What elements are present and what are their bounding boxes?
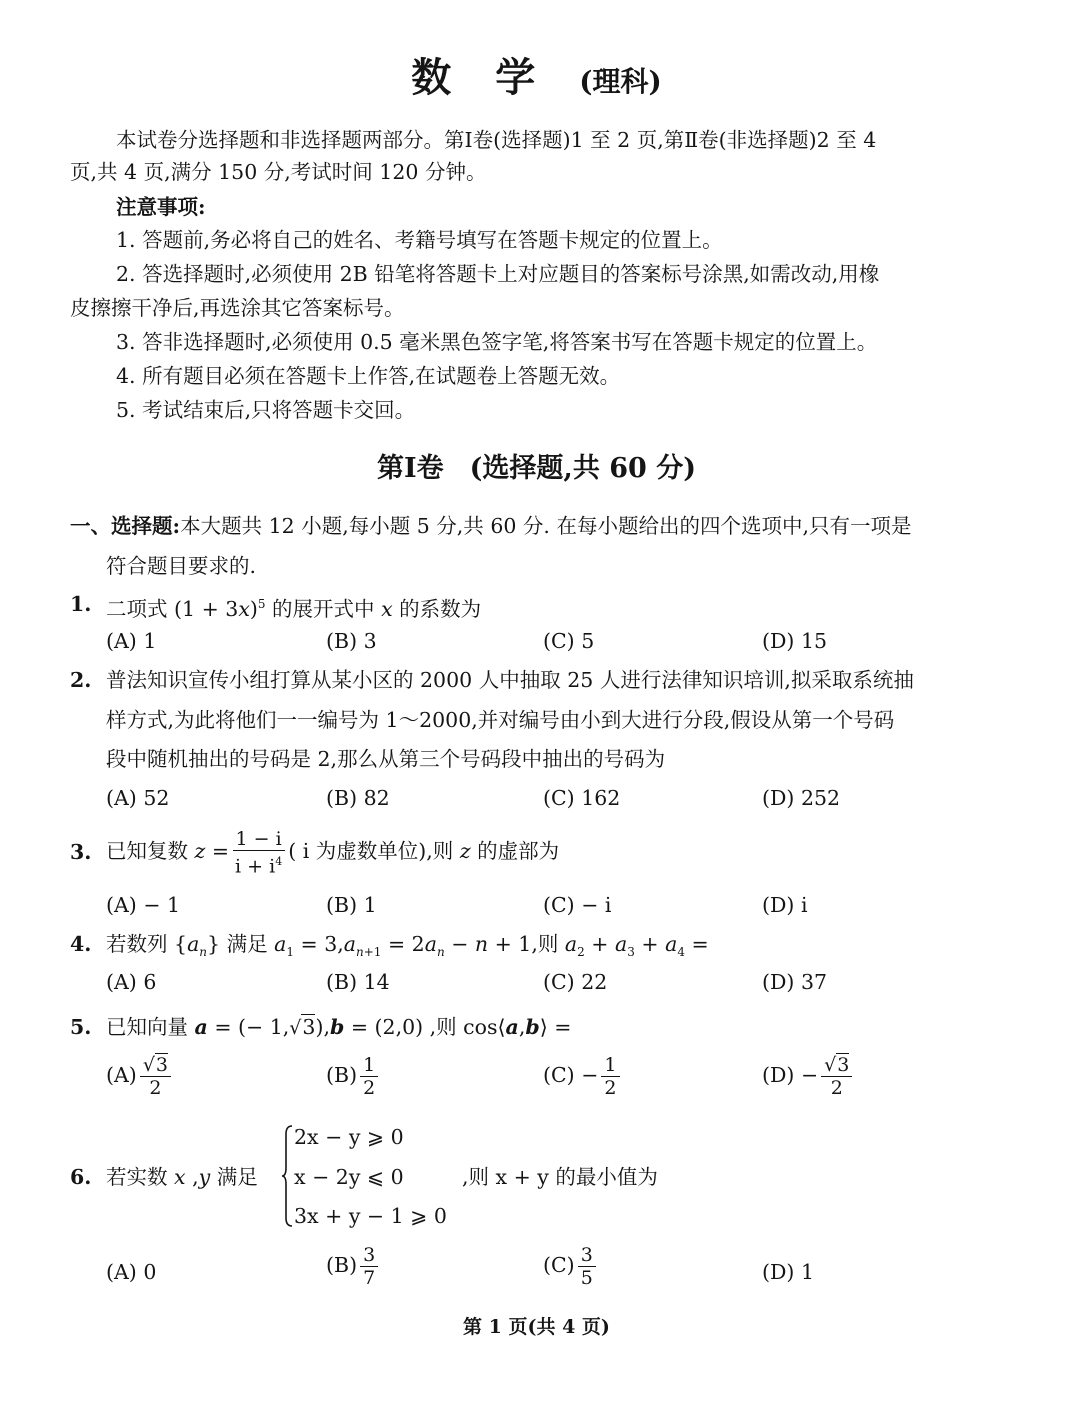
page-title <box>0 46 1073 103</box>
question-6-option-b: (B) $\frac{3}{7}$ <box>326 1244 381 1289</box>
question-2-line-1: 普法知识宣传小组打算从某小区的 2000 人中抽取 25 人进行法律知识培训,拟采取系统抽 <box>106 668 914 692</box>
question-2-number: 2. <box>70 668 92 692</box>
question-3-number: 3. <box>70 840 92 864</box>
question-4-option-d: (D) 37 <box>762 970 828 994</box>
question-4-option-c: (C) 22 <box>543 970 608 994</box>
question-2-option-d: (D) 252 <box>762 786 841 810</box>
part1-heading: 一、选择题: <box>70 514 181 538</box>
section-title: 第Ⅰ卷 <box>377 453 444 484</box>
question-6-constraint-1: 2x − y ⩾ 0 <box>294 1125 404 1149</box>
question-6-option-a: (A) 0 <box>106 1260 157 1284</box>
question-6-number: 6. <box>70 1165 92 1189</box>
question-2-option-c: (C) 162 <box>543 786 621 810</box>
question-4-option-b: (B) 14 <box>326 970 390 994</box>
question-5-option-a: (A) $\frac{√3}{2}$ <box>106 1054 174 1099</box>
title-sub: (理科) <box>579 65 662 98</box>
section-heading <box>0 446 1073 485</box>
question-6-option-d: (D) 1 <box>762 1260 814 1284</box>
intro-line-2: 页,共 4 页,满分 150 分,考试时间 120 分钟。 <box>70 160 487 184</box>
question-5-option-d: (D) − $\frac{√3}{2}$ <box>762 1054 855 1099</box>
note-item-3: 3. 答非选择题时,必须使用 0.5 毫米黑色签字笔,将答案书写在答题卡规定的位置上。 <box>116 330 878 354</box>
title-main: 数学 <box>411 54 580 101</box>
question-5-number: 5. <box>70 1015 92 1039</box>
question-2-line-2: 样方式,为此将他们一一编号为 1～2000,并对编号由小到大进行分段,假设从第一个号码 <box>106 708 895 732</box>
page-footer: 第 1 页(共 4 页) <box>463 1316 610 1338</box>
question-4-stem: 若数列 $\{a_n\}$ 满足 $a_1 = 3,a_{n+1} = 2a_n - n + 1$,则 $a_2 + a_3 + a_4$ = <box>106 932 709 960</box>
note-item-2a: 2. 答选择题时,必须使用 2B 铅笔将答题卡上对应题目的答案标号涂黑,如需改动,用橡 <box>116 262 880 286</box>
notes-heading: 注意事项: <box>116 195 206 219</box>
system-brace-icon <box>281 1124 293 1228</box>
question-5-option-c: (C) − $\frac{1}{2}$ <box>543 1054 623 1099</box>
part1-line-2: 符合题目要求的. <box>106 554 257 578</box>
question-6-stem-start: 若实数 x ,y 满足 <box>106 1165 258 1189</box>
note-item-4: 4. 所有题目必须在答题卡上作答,在试题卷上答题无效。 <box>116 364 621 388</box>
question-2-line-3: 段中随机抽出的号码是 2,那么从第三个号码段中抽出的号码为 <box>106 747 666 771</box>
question-6-stem-end: ,则 x + y 的最小值为 <box>462 1165 658 1189</box>
part1-instructions: 本大题共 12 小题,每小题 5 分,共 60 分. 在每小题给出的四个选项中,只有一项是 <box>180 514 912 538</box>
question-6-option-c: (C) $\frac{3}{5}$ <box>543 1244 599 1289</box>
question-3-option-b: (B) 1 <box>326 893 377 917</box>
question-3-option-d: (D) i <box>762 893 808 917</box>
note-item-5: 5. 考试结束后,只将答题卡交回。 <box>116 398 416 422</box>
question-1-option-b: (B) 3 <box>326 629 377 653</box>
question-3-stem: 已知复数 z = $\frac{1 - i}{i + i^4}$ ( i 为虚数单位),则 z 的虚部为 <box>106 827 560 878</box>
part1-line-1 <box>70 512 911 540</box>
question-1-option-c: (C) 5 <box>543 629 595 653</box>
question-5-option-b: (B) $\frac{1}{2}$ <box>326 1054 381 1099</box>
question-1-stem: 二项式 $(1 + 3x)^5$ 的展开式中 x 的系数为 <box>106 596 482 621</box>
intro-line-1: 本试卷分选择题和非选择题两部分。第Ⅰ卷(选择题)1 至 2 页,第Ⅱ卷(非选择题)2 至 4 <box>116 128 877 152</box>
question-6-constraint-2: x − 2y ⩽ 0 <box>294 1165 404 1189</box>
question-2-option-a: (A) 52 <box>106 786 170 810</box>
question-2-option-b: (B) 82 <box>326 786 390 810</box>
section-subtitle: (选择题,共 60 分) <box>469 453 696 484</box>
note-item-1: 1. 答题前,务必将自己的姓名、考籍号填写在答题卡规定的位置上。 <box>116 228 723 252</box>
question-4-number: 4. <box>70 932 92 956</box>
note-item-2b: 皮擦擦干净后,再选涂其它答案标号。 <box>70 296 405 320</box>
question-1-option-d: (D) 15 <box>762 629 828 653</box>
question-3-fraction: $\frac{1 - i}{i + i^4}$ <box>232 828 285 877</box>
question-1-option-a: (A) 1 <box>106 629 157 653</box>
question-5-stem: 已知向量 a = (− 1,√3),b = (2,0) ,则 cos⟨a,b⟩ = <box>106 1015 572 1039</box>
question-3-option-a: (A) − 1 <box>106 893 181 917</box>
question-4-option-a: (A) 6 <box>106 970 157 994</box>
question-6-constraint-3: 3x + y − 1 ⩾ 0 <box>294 1204 447 1228</box>
question-3-option-c: (C) − i <box>543 893 612 917</box>
question-1-number: 1. <box>70 592 92 616</box>
